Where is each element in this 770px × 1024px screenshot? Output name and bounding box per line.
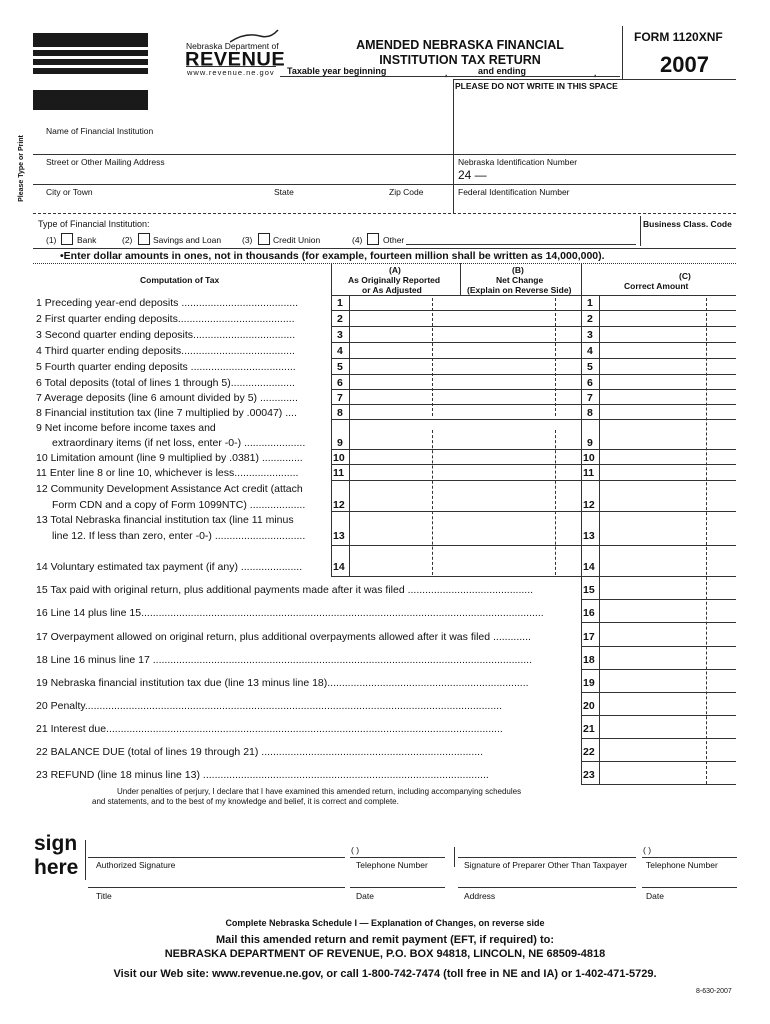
telephone-1-label: Telephone Number (356, 860, 428, 870)
row-rule-3 (331, 342, 736, 343)
perjury-statement-2: and statements, and to the best of my knowledge and belief, it is correct and complete. (92, 797, 399, 806)
line-10-num-c: 10 (583, 452, 595, 464)
header-bar-2 (33, 50, 148, 56)
name-label: Name of Financial Institution (46, 126, 154, 136)
line-1-num-a: 1 (337, 297, 343, 309)
line-13-label-1: 13 Total Nebraska financial institution tax (line 11 minus (36, 514, 294, 526)
type-bank-checkbox[interactable] (61, 233, 73, 245)
phone1-line[interactable] (350, 857, 445, 858)
col-c-line1: Correct Amount (624, 281, 689, 291)
date1-line[interactable] (350, 887, 445, 888)
line-5-num-a: 5 (337, 361, 343, 373)
line-20-num: 20 (583, 700, 595, 712)
sign-word: sign (34, 832, 78, 855)
col-header-bottom (331, 295, 736, 296)
row-rule-13 (331, 545, 736, 546)
col-divider-c-left (581, 263, 582, 296)
row-rule-5 (331, 374, 736, 375)
taxable-year-label: Taxable year beginning (287, 66, 387, 76)
phone2-line[interactable] (642, 857, 737, 858)
line-15-label: 15 Tax paid with original return, plus additional payments made after it was filed ........................................... (36, 584, 534, 596)
line-7-num-a: 7 (337, 392, 343, 404)
line-23-label: 23 REFUND (line 18 minus line 13) .................................................................................................. (36, 769, 489, 781)
taxable-year-line (280, 76, 620, 77)
header-bottom-line (453, 79, 736, 80)
type-opt1-num: (1) (46, 235, 57, 245)
comma-2: , (594, 68, 597, 78)
col-b-line1: Net Change (496, 275, 544, 285)
line-2-num-c: 2 (587, 313, 593, 325)
line-21-num: 21 (583, 723, 595, 735)
line-1-label: 1 Preceding year-end deposits ........................................ (36, 297, 299, 309)
row-rule-9 (331, 449, 736, 450)
grid-v-a-num (331, 295, 332, 577)
line-14-num-c: 14 (583, 561, 595, 573)
form-title-line2: INSTITUTION TAX RETURN (379, 53, 541, 67)
dept-name-big: REVENUE (185, 49, 286, 71)
line-13-num-a: 13 (333, 530, 345, 542)
preparer-sig-line[interactable] (458, 857, 636, 858)
row-rule-4 (331, 358, 736, 359)
line-13-label-2: line 12. If less than zero, enter -0-) ............................... (52, 530, 306, 542)
address-line[interactable] (458, 887, 636, 888)
form-id-divider (622, 26, 623, 80)
col-a-letter: (A) (389, 265, 401, 275)
type-credit-union-checkbox[interactable] (258, 233, 270, 245)
row-rule-21 (581, 738, 736, 739)
telephone-2-label: Telephone Number (646, 860, 718, 870)
fed-id-label: Federal Identification Number (458, 187, 570, 197)
line-16-label: 16 Line 14 plus line 15.......................................................................................................................................... (36, 607, 544, 619)
grid-v-c-num (581, 295, 582, 785)
street-line (33, 184, 736, 185)
line-2-label: 2 First quarter ending deposits........................................ (36, 313, 295, 325)
header-bar-3 (33, 59, 148, 65)
line-3-label: 3 Second quarter ending deposits................................... (36, 329, 296, 341)
line-17-label: 17 Overpayment allowed on original return, plus additional overpayments allowed after it was filed ............. (36, 631, 531, 643)
col-divider-b-left (460, 263, 461, 296)
line-2-num-a: 2 (337, 313, 343, 325)
form-id: FORM 1120XNF (634, 30, 723, 44)
line-21-label: 21 Interest due........................................................................................................................................ (36, 723, 503, 735)
line-19-num: 19 (583, 677, 595, 689)
row-rule-7 (331, 404, 736, 405)
row-rule-11 (331, 480, 736, 481)
line-14-label: 14 Voluntary estimated tax payment (if any) ..................... (36, 561, 303, 573)
line-8-num-c: 8 (587, 407, 593, 419)
sign-bracket (85, 840, 86, 880)
form-code: 8-630-2007 (696, 988, 732, 995)
type-opt3-label: Credit Union (273, 235, 321, 245)
paren-phone-2: ( ) (643, 845, 652, 855)
line-4-label: 4 Third quarter ending deposits....................................... (36, 345, 295, 357)
row-rule-12 (331, 511, 736, 512)
col-divider-a-left (331, 263, 332, 296)
line-11-num-a: 11 (333, 467, 345, 479)
col-a-line2: or As Adjusted (362, 285, 422, 295)
name-line (33, 154, 736, 155)
line-12-num-a: 12 (333, 499, 345, 511)
row-rule-22 (581, 761, 736, 762)
row-rule-2 (331, 326, 736, 327)
schedule-note: Complete Nebraska Schedule I — Explanation of Changes, on reverse side (225, 918, 545, 928)
title-label: Title (96, 891, 112, 901)
preparer-sig-label: Signature of Preparer Other Than Taxpayer (464, 860, 628, 870)
line-9-label-1: 9 Net income before income taxes and (36, 422, 216, 434)
form-year: 2007 (660, 52, 709, 77)
col-c-letter: (C) (679, 271, 691, 281)
line-6-num-a: 6 (337, 377, 343, 389)
other-line (406, 244, 636, 245)
line-6-num-c: 6 (587, 377, 593, 389)
line-9-label-2: extraordinary items (if net loss, enter -0-) ..................... (52, 437, 306, 449)
row-rule-14 (331, 576, 736, 577)
line-14-num-a: 14 (333, 561, 345, 573)
type-opt4-label: Other (383, 235, 405, 245)
state-label: State (274, 187, 294, 197)
line-6-label: 6 Total deposits (total of lines 1 through 5)...................... (36, 377, 295, 389)
comma-1: , (445, 68, 448, 78)
instruction-top-line (33, 248, 736, 249)
auth-sig-line[interactable] (88, 857, 345, 858)
col-b-tick-2 (555, 430, 556, 575)
col-b-letter: (B) (512, 265, 524, 275)
line-9-num-c: 9 (587, 437, 593, 449)
grid-v-c-right (599, 295, 600, 785)
city-label: City or Town (46, 187, 93, 197)
dept-website: www.revenue.ne.gov (187, 68, 275, 77)
row-rule-20 (581, 715, 736, 716)
line-8-label: 8 Financial institution tax (line 7 multiplied by .00047) .... (36, 407, 297, 419)
type-opt2-label: Savings and Loan (153, 235, 222, 245)
line-4-num-a: 4 (337, 345, 343, 357)
col-a-tick-2 (432, 430, 433, 575)
dept-name-small: Nebraska Department of (186, 41, 279, 51)
perjury-statement-1: Under penalties of perjury, I declare that I have examined this amended return, including accompanying schedules (117, 787, 522, 796)
line-7-num-c: 7 (587, 392, 593, 404)
line-12-num-c: 12 (583, 499, 595, 511)
and-ending-label: and ending (478, 66, 526, 76)
line-22-label: 22 BALANCE DUE (total of lines 19 through 21) ............................................................................ (36, 746, 483, 758)
line-18-label: 18 Line 16 minus line 17 .................................................................................................................................. (36, 654, 532, 666)
line-5-label: 5 Fourth quarter ending deposits .................................... (36, 361, 296, 373)
date-1-label: Date (356, 891, 374, 901)
row-rule-17 (581, 646, 736, 647)
ne-id-prefix: 24 — (458, 168, 487, 182)
line-5-num-c: 5 (587, 361, 593, 373)
header-bar-4 (33, 68, 148, 74)
ne-id-label: Nebraska Identification Number (458, 157, 578, 167)
zip-label: Zip Code (389, 187, 424, 197)
side-divider (453, 79, 454, 213)
line-22-num: 22 (583, 746, 595, 758)
visit-website: Visit our Web site: www.revenue.ne.gov, or call 1-800-742-7474 (toll free in NE and IA) or 1-402-471-5729. (113, 968, 657, 980)
dollar-instruction: •Enter dollar amounts in ones, not in thousands (for example, fourteen million shall be written as 14,000,000). (60, 250, 605, 262)
form-title-line1: AMENDED NEBRASKA FINANCIAL (356, 38, 564, 52)
business-class-divider (640, 216, 641, 246)
type-opt3-num: (3) (242, 235, 253, 245)
preparer-bracket (454, 847, 455, 867)
line-17-num: 17 (583, 631, 595, 643)
line-12-label-1: 12 Community Development Assistance Act credit (attach (36, 483, 303, 495)
mail-instruction-2: NEBRASKA DEPARTMENT OF REVENUE, P.O. BOX 94818, LINCOLN, NE 68509-4818 (164, 948, 606, 960)
line-13-num-c: 13 (583, 530, 595, 542)
line-8-num-a: 8 (337, 407, 343, 419)
line-20-label: 20 Penalty............................................................................................................................................... (36, 700, 503, 712)
type-opt2-num: (2) (122, 235, 133, 245)
line-18-num: 18 (583, 654, 595, 666)
here-word: here (34, 856, 79, 879)
type-heading: Type of Financial Institution: (38, 219, 150, 229)
line-10-num-a: 10 (333, 452, 345, 464)
line-10-label: 10 Limitation amount (line 9 multiplied by .0381) .............. (36, 452, 303, 464)
date-2-label: Date (646, 891, 664, 901)
line-11-label: 11 Enter line 8 or line 10, whichever is less...................... (36, 467, 299, 479)
auth-sig-label: Authorized Signature (96, 860, 176, 870)
line-4-num-c: 4 (587, 345, 593, 357)
line-16-num: 16 (583, 607, 595, 619)
paren-phone-1: ( ) (351, 845, 360, 855)
col-computation-header: Computation of Tax (140, 275, 220, 285)
logo-divider (186, 66, 276, 67)
do-not-write-label: PLEASE DO NOT WRITE IN THIS SPACE (455, 81, 618, 91)
row-rule-18 (581, 669, 736, 670)
title-line[interactable] (88, 887, 345, 888)
row-rule-10 (331, 464, 736, 465)
line-15-num: 15 (583, 584, 595, 596)
type-other-checkbox[interactable] (367, 233, 379, 245)
line-11-num-c: 11 (583, 467, 595, 479)
line-19-label: 19 Nebraska financial institution tax due (line 13 minus line 18)..................................................................... (36, 677, 529, 689)
row-rule-23 (581, 784, 736, 785)
header-bar-1 (33, 33, 148, 47)
col-c-tick-1 (706, 298, 707, 784)
line-3-num-c: 3 (587, 329, 593, 341)
line-12-label-2: Form CDN and a copy of Form 1099NTC) ................... (52, 499, 306, 511)
row-rule-6 (331, 389, 736, 390)
line-23-num: 23 (583, 769, 595, 781)
type-opt1-label: Bank (77, 235, 97, 245)
row-rule-1 (331, 310, 736, 311)
line-3-num-a: 3 (337, 329, 343, 341)
instruction-bottom-line (33, 263, 736, 264)
header-bar-5 (33, 90, 148, 110)
type-or-print-label: Please Type or Print (17, 135, 25, 202)
col-a-line1: As Originally Reported (348, 275, 441, 285)
row-rule-16 (581, 622, 736, 623)
row-rule-19 (581, 692, 736, 693)
mail-instruction-1: Mail this amended return and remit payment (EFT, if required) to: (216, 934, 554, 946)
date2-line[interactable] (642, 887, 737, 888)
line-1-num-c: 1 (587, 297, 593, 309)
line-9-num-a: 9 (337, 437, 343, 449)
street-label: Street or Other Mailing Address (46, 157, 165, 167)
type-savings-checkbox[interactable] (138, 233, 150, 245)
col-b-line2: (Explain on Reverse Side) (467, 285, 572, 295)
business-class-label: Business Class. Code (643, 219, 732, 229)
row-rule-8 (331, 419, 736, 420)
city-line (33, 213, 736, 214)
col-a-tick-1 (432, 298, 433, 416)
line-7-label: 7 Average deposits (line 6 amount divided by 5) ............. (36, 392, 298, 404)
grid-v-a-right (349, 295, 350, 577)
address-label: Address (464, 891, 496, 901)
type-opt4-num: (4) (352, 235, 363, 245)
row-rule-15 (581, 599, 736, 600)
col-b-tick-1 (555, 298, 556, 416)
